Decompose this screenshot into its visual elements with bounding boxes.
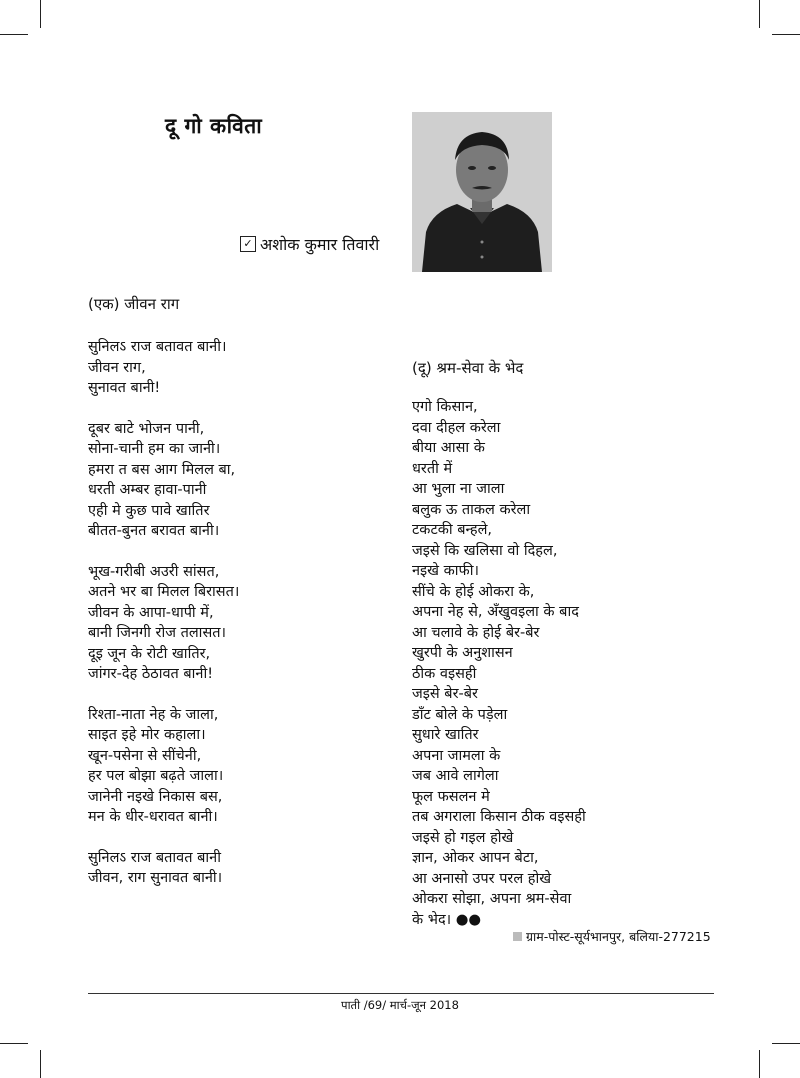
crop-mark: [0, 1043, 28, 1044]
poem-line: सुनिलऽ राज बतावत बानी।: [88, 339, 227, 355]
poem-line: ठीक वइसही: [412, 665, 477, 682]
poem-line: सींचे के होई ओकरा के,: [412, 583, 535, 600]
poem-line: धरती में: [412, 460, 453, 477]
poem-line: जानेनी नइखे निकास बस,: [88, 788, 223, 805]
poem-line: सुनिलऽ राज बतावत बानी: [88, 849, 221, 866]
crop-mark: [0, 34, 28, 35]
poem-one-heading: (एक) जीवन राग: [88, 295, 180, 313]
poem-line: दूबर बाटे भोजन पानी,: [88, 420, 205, 437]
poem-line: के भेद। ●●: [412, 911, 482, 928]
poem-line: जीवन राग,: [88, 359, 146, 376]
author-byline: [240, 233, 379, 255]
page-footer: पाती /69/ मार्च-जून 2018: [341, 998, 459, 1012]
poem-line: मन के धीर-धरावत बानी।: [88, 809, 218, 825]
poem-two: [412, 357, 742, 950]
poem-line: एही मे कुछ पावे खातिर: [88, 502, 210, 519]
stanza: [88, 337, 388, 399]
stanza: [88, 848, 388, 889]
poem-line: धरती अम्बर हावा-पानी: [88, 482, 207, 498]
author-portrait-image: [412, 112, 552, 272]
poem-line: जीवन, राग सुनावत बानी।: [88, 870, 223, 886]
poem-line: जांगर-देह ठेठावत बानी!: [88, 666, 214, 682]
footer-divider: [88, 993, 714, 994]
crop-mark: [40, 1050, 41, 1078]
poem-line: सोना-चानी हम का जानी।: [88, 441, 221, 457]
author-photo: [412, 112, 552, 272]
poem-line: हर पल बोझा बढ़ते जाला।: [88, 768, 224, 784]
poem-line: ज्ञान, ओकर आपन बेटा,: [412, 850, 539, 866]
stanza: [88, 705, 388, 828]
author-name: अशोक कुमार तिवारी: [260, 235, 380, 254]
poem-two-heading: (दू) श्रम-सेवा के भेद: [412, 359, 524, 377]
poem-line: टकटकी बन्हले,: [412, 522, 493, 538]
poem-line: फूल फसलन मे: [412, 788, 490, 805]
poem-one: [88, 293, 388, 909]
pen-icon: ✓: [240, 236, 256, 252]
poem-line: बलुक ऊ ताकल करेला: [412, 501, 531, 518]
poem-line: जइसे बेर-बेर: [412, 686, 478, 702]
poem-line: सुनावत बानी!: [88, 380, 161, 396]
poem-line: तब अगराला किसान ठीक वइसही: [412, 809, 586, 825]
poem-line: खून-पसेना से सींचेनी,: [88, 747, 202, 764]
stanza: [412, 397, 742, 930]
poem-line: नइखे काफी।: [412, 563, 479, 579]
poem-line: दवा दीहल करेला: [412, 419, 501, 436]
poem-line: बानी जिनगी रोज तलासत।: [88, 625, 227, 641]
poem-line: बीतत-बुनत बरावत बानी।: [88, 523, 220, 539]
address-marker-icon: [513, 932, 522, 941]
crop-mark: [40, 0, 41, 28]
crop-mark: [772, 1043, 800, 1044]
poem-line: अतने भर बा मिलल बिरासत।: [88, 584, 240, 600]
crop-mark: [772, 34, 800, 35]
poem-line: साइत इहे मोर कहाला।: [88, 727, 206, 743]
stanza: [88, 419, 388, 542]
poem-line: जइसे हो गइल होखे: [412, 829, 514, 846]
poem-line: खुरपी के अनुशासन: [412, 645, 513, 661]
address-text: ग्राम-पोस्ट-सूर्यभानपुर, बलिया-277215: [526, 929, 711, 944]
author-address: [513, 928, 711, 945]
poem-line: सुधारे खातिर: [412, 727, 479, 743]
poem-line: बीया आसा के: [412, 440, 485, 456]
poem-line: जइसे कि खलिसा वो दिहल,: [412, 542, 558, 559]
poem-line: अपना नेह से, अँखुवइला के बाद: [412, 604, 579, 620]
poem-line: ओकरा सोझा, अपना श्रम-सेवा: [412, 891, 572, 907]
poem-line: भूख-गरीबी अउरी सांसत,: [88, 563, 220, 580]
poem-line: एगो किसान,: [412, 399, 478, 415]
stanza: [88, 562, 388, 685]
crop-mark: [759, 0, 760, 28]
poem-line: आ अनासो उपर परल होखे: [412, 870, 552, 887]
poem-line: हमरा त बस आग मिलल बा,: [88, 461, 236, 478]
page-title: दू गो कविता: [165, 114, 263, 138]
poem-line: जीवन के आपा-धापी में,: [88, 604, 214, 621]
poem-line: दूइ जून के रोटी खातिर,: [88, 645, 211, 662]
poem-line: आ भुला ना जाला: [412, 481, 505, 497]
poem-line: अपना जामला के: [412, 747, 501, 764]
poem-line: आ चलावे के होई बेर-बेर: [412, 624, 540, 641]
crop-mark: [759, 1050, 760, 1078]
poem-line: डाँट बोले के पड़ेला: [412, 706, 508, 723]
poem-line: रिश्ता-नाता नेह के जाला,: [88, 706, 219, 723]
poem-line: जब आवे लागेला: [412, 768, 499, 784]
